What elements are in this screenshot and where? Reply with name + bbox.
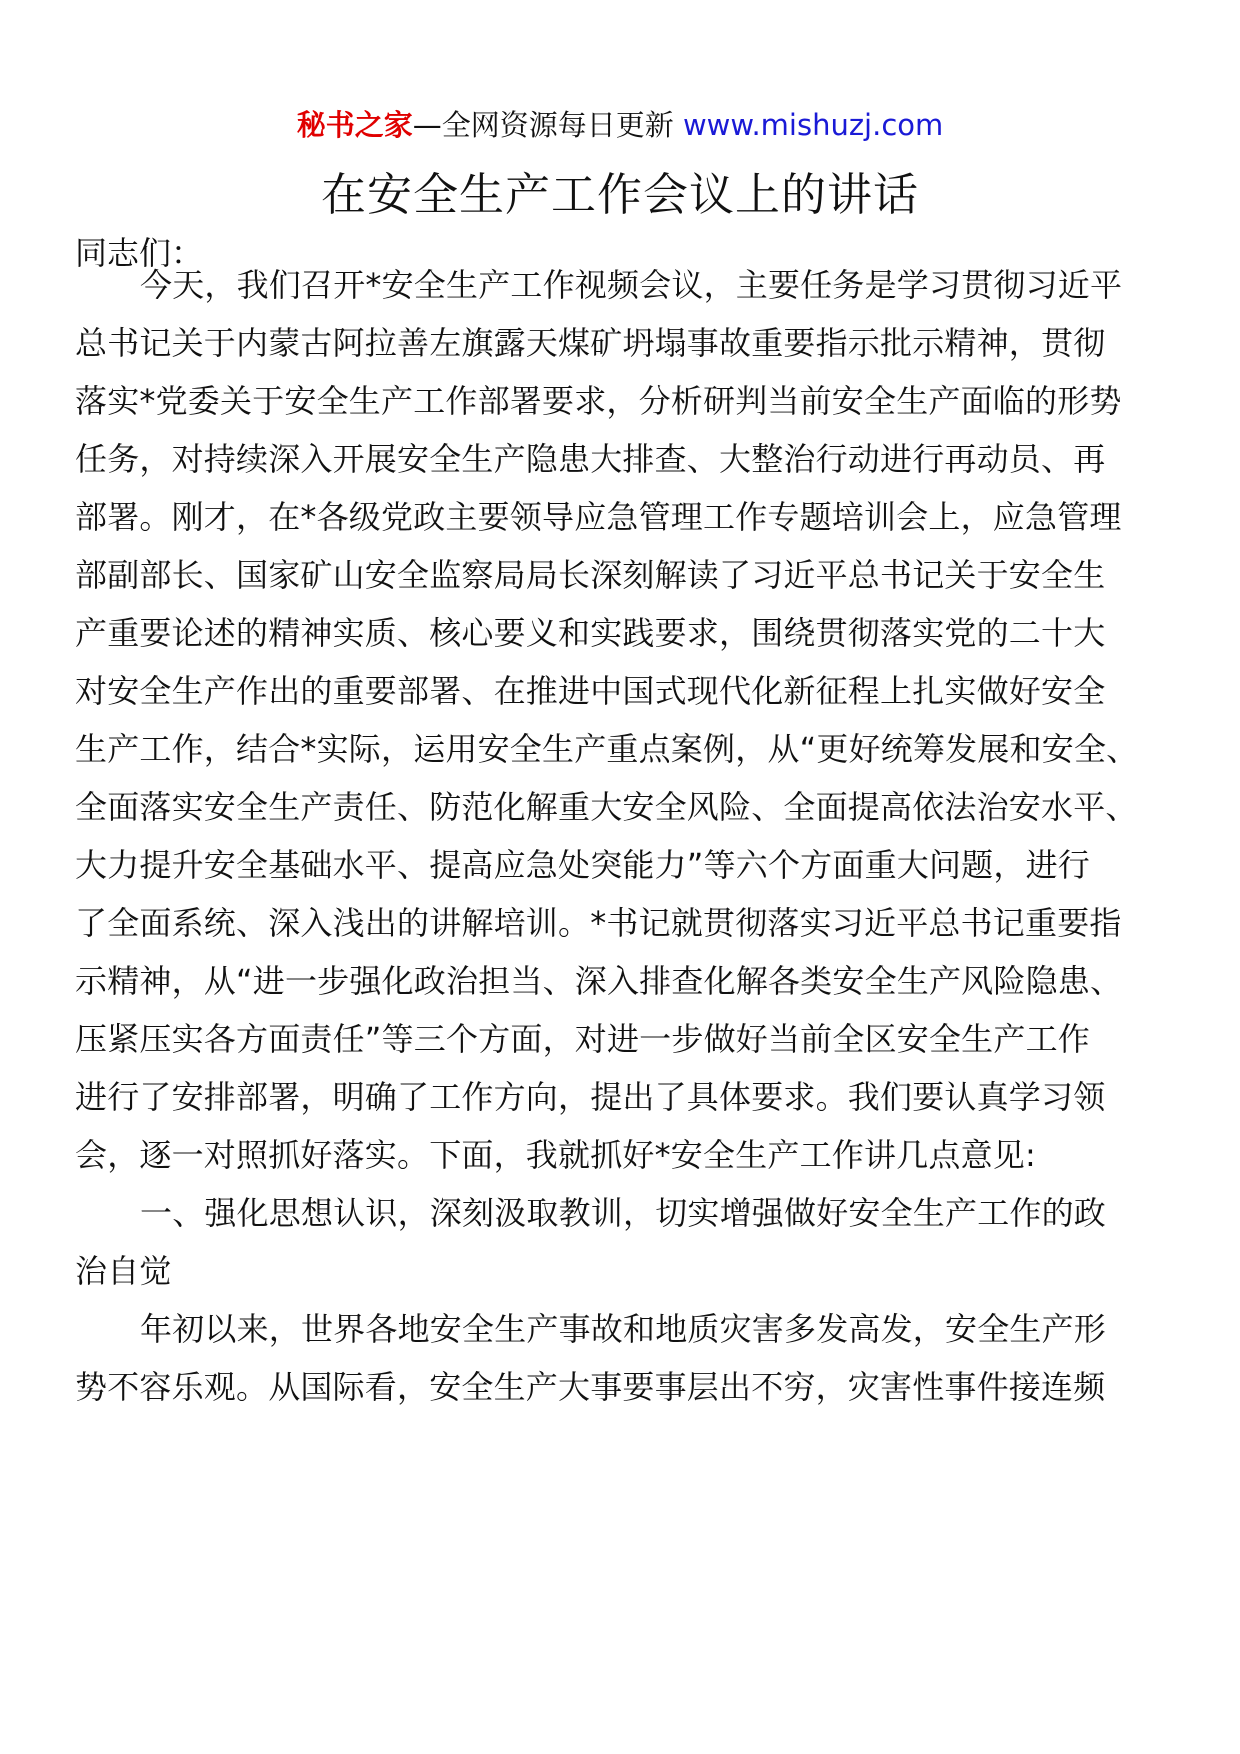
- section-heading-line: 一、强化思想认识，深刻汲取教训，切实增强做好安全生产工作的政: [140, 1194, 1107, 1232]
- text-line: 示精神，从“进一步强化政治担当、深入排查化解各类安全生产风险隐患、: [75, 962, 1123, 1000]
- header-tagline: —全网资源每日更新: [412, 108, 674, 142]
- text-line: 部署。刚才，在*各级党政主要领导应急管理工作专题培训会上，应急管理: [75, 498, 1122, 536]
- text-line: 了全面系统、深入浅出的讲解培训。*书记就贯彻落实习近平总书记重要指: [75, 904, 1122, 942]
- text-line: 进行了安排部署，明确了工作方向，提出了具体要求。我们要认真学习领: [75, 1078, 1106, 1116]
- text-line: 今天，我们召开*安全生产工作视频会议，主要任务是学习贯彻习近平: [140, 266, 1123, 304]
- site-url[interactable]: www.mishuzj.com: [682, 108, 944, 142]
- text-line: 对安全生产作出的重要部署、在推进中国式现代化新征程上扎实做好安全: [75, 672, 1106, 710]
- text-line: 任务，对持续深入开展安全生产隐患大排查、大整治行动进行再动员、再: [75, 440, 1106, 478]
- text-line: 压紧压实各方面责任”等三个方面，对进一步做好当前全区安全生产工作: [75, 1020, 1090, 1058]
- site-header: [0, 100, 1240, 150]
- text-line: 落实*党委关于安全生产工作部署要求，分析研判当前安全生产面临的形势: [75, 382, 1122, 420]
- text-line: 势不容乐观。从国际看，安全生产大事要事层出不穷，灾害性事件接连频: [75, 1368, 1106, 1406]
- salutation: 同志们：: [75, 234, 204, 272]
- text-line: 会，逐一对照抓好落实。下面，我就抓好*安全生产工作讲几点意见:: [75, 1136, 1036, 1174]
- text-line: 大力提升安全基础水平、提高应急处突能力”等六个方面重大问题，进行: [75, 846, 1090, 884]
- text-line: 产重要论述的精神实质、核心要义和实践要求，围绕贯彻落实党的二十大: [75, 614, 1106, 652]
- text-line: 全面落实安全生产责任、防范化解重大安全风险、全面提高依法治安水平、: [75, 788, 1138, 826]
- brand-name: 秘书之家: [296, 108, 413, 142]
- text-line: 生产工作，结合*实际，运用安全生产重点案例，从“更好统筹发展和安全、: [75, 730, 1139, 768]
- text-line: 总书记关于内蒙古阿拉善左旗露天煤矿坍塌事故重要指示批示精神，贯彻: [75, 324, 1106, 362]
- section-heading-line: 治自觉: [75, 1252, 172, 1290]
- document-title: 在安全生产工作会议上的讲话: [320, 168, 919, 221]
- text-line: 年初以来，世界各地安全生产事故和地质灾害多发高发，安全生产形: [140, 1310, 1107, 1348]
- text-line: 部副部长、国家矿山安全监察局局长深刻解读了习近平总书记关于安全生: [75, 556, 1106, 594]
